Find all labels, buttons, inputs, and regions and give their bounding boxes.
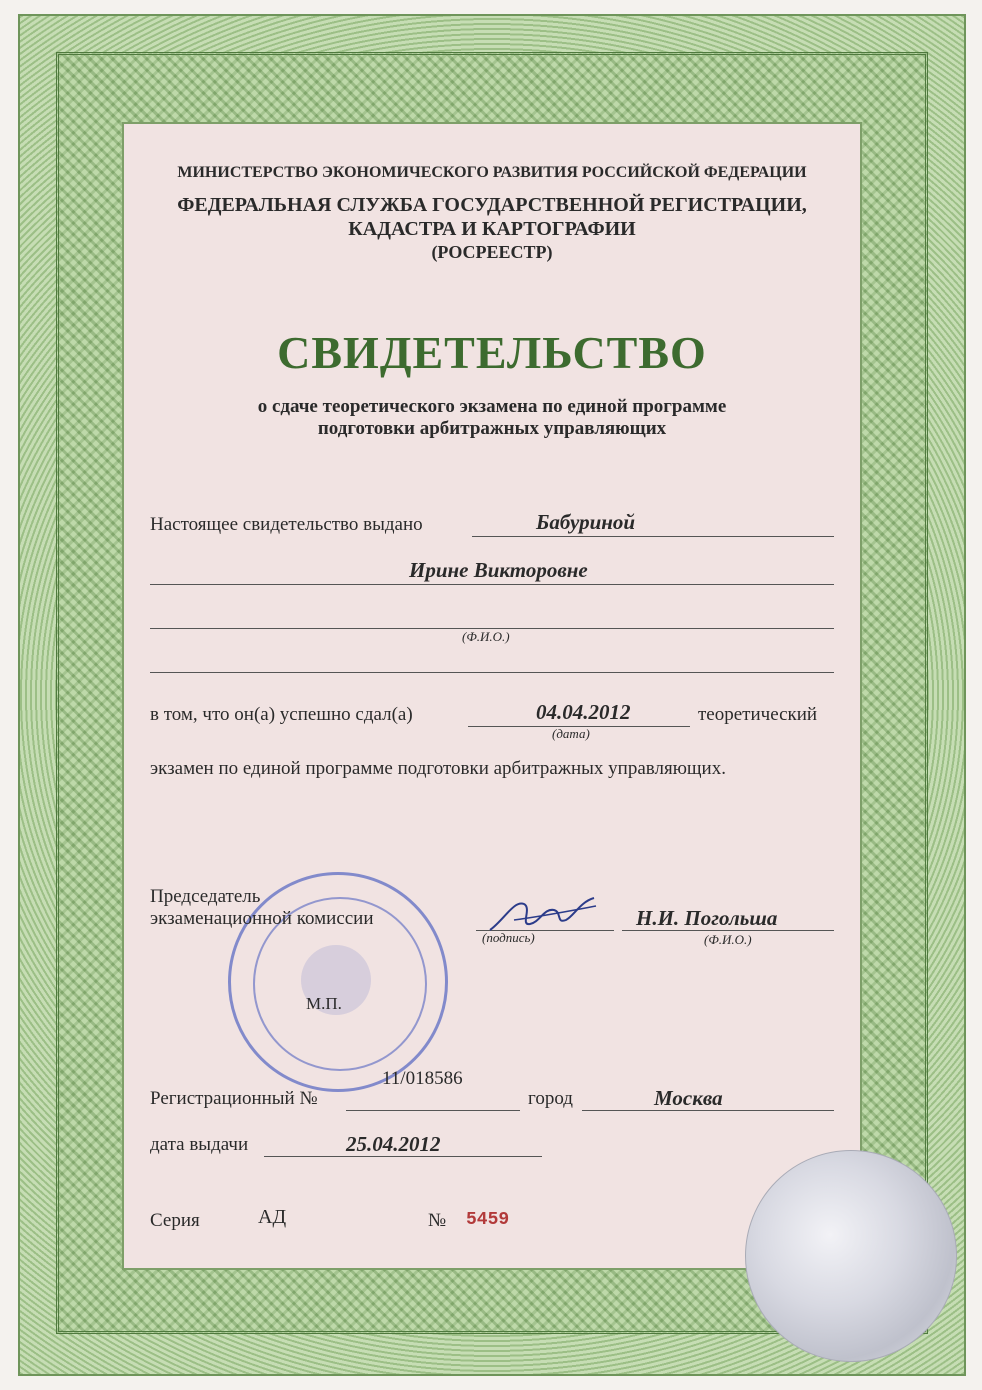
certificate-subtitle-line2: подготовки арбитражных управляющих <box>317 418 667 439</box>
name-line-3 <box>150 672 834 673</box>
registration-label: Регистрационный № <box>150 1088 318 1109</box>
series-value: АД <box>258 1206 287 1228</box>
surname-line <box>472 536 834 537</box>
exam-type-word: теоретический <box>698 704 818 725</box>
certificate-sheet <box>122 122 862 1270</box>
official-seal <box>228 872 448 1092</box>
exam-description: экзамен по единой программе подготовки арбитражных управляющих. <box>150 758 726 779</box>
exam-date: 04.04.2012 <box>536 700 631 724</box>
name-line <box>150 584 834 585</box>
service-heading-line1: ФЕДЕРАЛЬНАЯ СЛУЖБА ГОСУДАРСТВЕННОЙ РЕГИСТРАЦИИ, <box>177 194 807 216</box>
city-label: город <box>528 1088 573 1109</box>
exam-passed-label: в том, что он(а) успешно сдал(а) <box>150 704 413 725</box>
exam-date-caption: (дата) <box>552 726 590 741</box>
chair-name: Н.И. Погольша <box>636 906 778 930</box>
service-abbreviation: (РОСРЕЕСТР) <box>431 242 553 262</box>
seal-place-label: М.П. <box>306 994 342 1013</box>
serial-number-label: № <box>428 1210 447 1231</box>
registration-number-line <box>346 1110 520 1111</box>
chair-label-line1: Председатель <box>150 886 261 907</box>
registration-number: 11/018586 <box>382 1068 463 1089</box>
chair-fio-caption: (Ф.И.О.) <box>704 932 752 947</box>
serial-number: 5459 <box>466 1210 510 1230</box>
chair-label-line2: экзаменационной комиссии <box>150 908 374 929</box>
certificate-title: СВИДЕТЕЛЬСТВО <box>277 327 707 378</box>
fio-caption: (Ф.И.О.) <box>462 629 510 644</box>
service-heading-line2: КАДАСТРА И КАРТОГРАФИИ <box>348 218 636 240</box>
city-value: Москва <box>654 1086 723 1110</box>
issued-to-label: Настоящее свидетельство выдано <box>150 514 423 535</box>
series-label: Серия <box>150 1210 200 1231</box>
ministry-heading: МИНИСТЕРСТВО ЭКОНОМИЧЕСКОГО РАЗВИТИЯ РОССИЙСКОЙ ФЕДЕРАЦИИ <box>177 164 807 181</box>
recipient-surname: Бабуриной <box>536 510 636 534</box>
issue-date-label: дата выдачи <box>150 1134 249 1155</box>
signature-caption: (подпись) <box>482 930 535 945</box>
issue-date: 25.04.2012 <box>346 1132 441 1156</box>
certificate-subtitle-line1: о сдаче теоретического экзамена по единой программе <box>257 396 727 417</box>
holographic-sticker <box>745 1150 957 1362</box>
recipient-name: Ирине Викторовне <box>409 558 588 582</box>
